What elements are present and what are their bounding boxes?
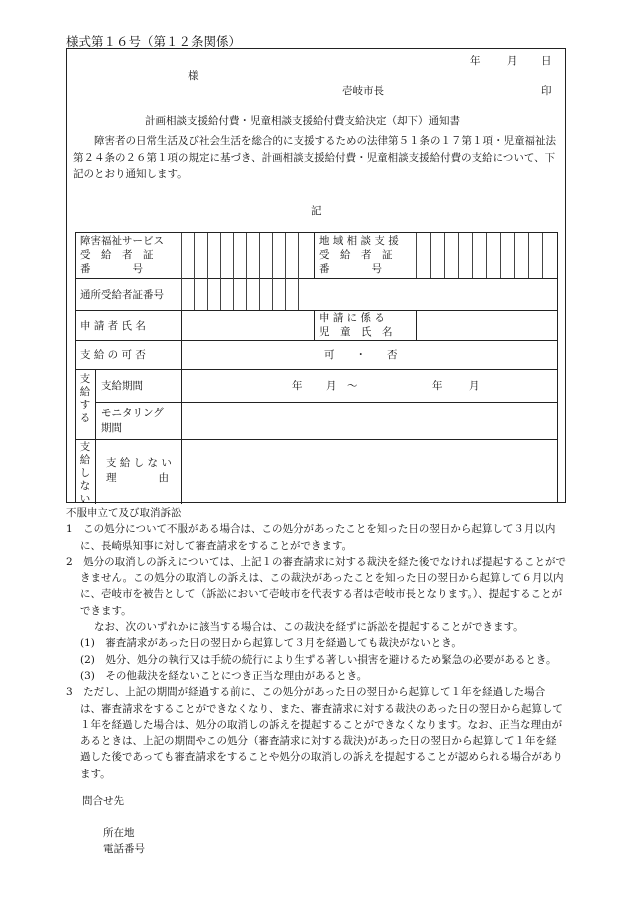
ki-heading: 記: [311, 205, 322, 217]
intro-paragraph: 障害者の日常生活及び社会生活を総合的に支援するための法律第５１条の１７第１項・児童福祉法第２４条の２６第１項の規定に基づき、計画相談支援給付費・児童相談支援給付費の支給について、下記のとおり通知します。: [73, 135, 556, 180]
contact-heading: 問合せ先: [82, 795, 124, 807]
child-name-label: [319, 311, 393, 339]
period-month-start: 月 〜: [326, 380, 358, 392]
regional-recipient-no-boxes[interactable]: [416, 233, 556, 278]
monitoring-label: [101, 406, 164, 436]
label-line: 障害福祉サービス: [80, 235, 164, 247]
label-line: モニタリング: [101, 407, 164, 419]
period-month-end: 月: [469, 380, 480, 392]
day-recipient-no-boxes[interactable]: [181, 278, 311, 310]
appeal-sub-3: (3) その他裁決を経ないことにつき正当な理由があるとき。: [80, 669, 368, 682]
child-name-field[interactable]: [417, 311, 557, 339]
label-line: 申 請 に 係 る: [319, 312, 385, 324]
document-title: 計画相談支援給付費・児童相談支援給付費支給決定（却下）通知書: [145, 115, 460, 127]
period-label: 支給期間: [101, 380, 143, 392]
approval-choice[interactable]: 可 ・ 否: [324, 349, 398, 361]
label-line: 受 給 者 証: [80, 249, 154, 261]
appeal-item-2: 2 処分の取消しの訴えについては、上記１の審査請求に対する裁決を経た後でなければ提起することができません。この処分の取消しの訴えは、この裁決があったことを知った日の翌日から起算して６月以内に、壱岐市を被告として（訴訟において壱岐市を代表する者は壱岐市長となります。）、提起することができます。: [66, 555, 566, 617]
service-recipient-no-boxes[interactable]: [181, 233, 311, 278]
day-recipient-no-label: 通所受給者証番号: [80, 289, 164, 301]
date-month: 月: [507, 55, 518, 67]
contact-block: [82, 793, 145, 857]
recipient-suffix: 様: [188, 70, 199, 82]
label-line: 児 童 氏 名: [319, 326, 393, 338]
appeal-item-2-note: なお、次のいずれかに該当する場合は、この裁決を経ずに訴訟を提起することができます。: [94, 621, 524, 634]
period-year-end: 年: [432, 380, 443, 392]
appeal-sub-2: (2) 処分、処分の執行又は手続の続行により生ずる著しい損害を避けるため緊急の必要があるとき。: [80, 653, 557, 666]
period-year-start: 年: [292, 380, 303, 392]
applicant-name-field[interactable]: [182, 311, 313, 339]
regional-recipient-no-label: [319, 234, 399, 276]
label-line: 支 給 し な い: [106, 457, 172, 469]
label-line: 番 号: [80, 263, 143, 275]
form-number-label: 様式第１６号（第１２条関係）: [66, 34, 242, 49]
appeal-item-1: 1 この処分について不服がある場合は、この処分があったことを知った日の翌日から起算して３月以内に、長崎県知事に対して審査請求をすることができます。: [66, 523, 556, 552]
label-line: 地 域 相 談 支 援: [319, 235, 399, 247]
sender-name: 壱岐市長: [342, 85, 384, 97]
reason-field[interactable]: [182, 440, 557, 503]
supply-side-label: 支給する: [79, 373, 91, 424]
label-line: 受 給 者 証: [319, 249, 393, 261]
nonsupply-side-label: 支給しない: [79, 441, 91, 505]
monitoring-field[interactable]: [182, 403, 557, 438]
appeal-sub-1: (1) 審査請求があった日の翌日から起算して３月を経過しても裁決がないとき。: [80, 637, 462, 650]
applicant-name-label: 申 請 者 氏 名: [80, 320, 146, 332]
date-year: 年: [470, 55, 481, 67]
appeal-heading: 不服申立て及び取消訴訟: [66, 507, 182, 519]
reason-label: [106, 456, 172, 486]
decision-table: [75, 232, 558, 503]
appeal-notice: [66, 505, 566, 782]
appeal-item-3: 3 ただし、上記の期間が経過する前に、この処分があった日の翌日から起算して１年を経過した場合は、審査請求をすることができなくなり、また、審査請求に対する裁決のあった日の翌日から起算して１年を経過した場合は、処分の取消しの訴えを提起することができなくなります。なお、正当な理由があるときは、上記の期間やこの処分（審査請求に対する裁決)があった日の翌日から起算して１年を経過した後であっても審査請求をすることや処分の取消しの訴えを提起することが認められる場合があります。: [66, 686, 563, 780]
label-line: 期間: [101, 422, 122, 434]
label-line: 番 号: [319, 263, 382, 275]
seal-mark: 印: [541, 85, 552, 97]
contact-phone: 電話番号: [103, 843, 145, 855]
notice-frame: [66, 48, 566, 503]
contact-address: 所在地: [103, 827, 135, 839]
date-day: 日: [541, 55, 552, 67]
label-line: 理 由: [106, 472, 169, 484]
service-recipient-no-label: [80, 234, 164, 276]
approval-label: 支 給 の 可 否: [80, 349, 146, 361]
